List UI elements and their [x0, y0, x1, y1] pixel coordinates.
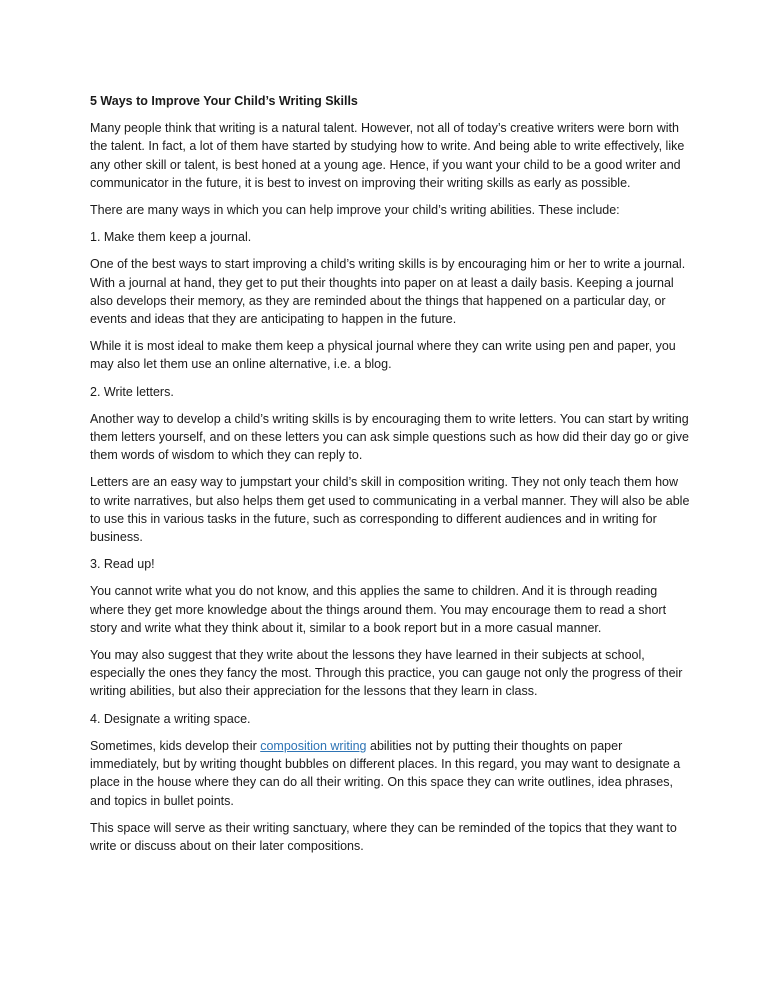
document-page [90, 92, 690, 864]
lead-in-paragraph: There are many ways in which you can help improve your child’s writing abilities. These include: [90, 203, 620, 218]
document-title: 5 Ways to Improve Your Child’s Writing Skills [90, 94, 358, 108]
paragraph: Another way to develop a child’s writing skills is by encouraging them to write letters. You can start by writing them letters yourself, and on these letters you can ask simple questions such as how did their day go or give them words of wisdom to which they can reply to. [90, 411, 689, 463]
paragraph: Letters are an easy way to jumpstart your child’s skill in composition writing. They not only teach them how to write narratives, but also helps them get used to communicating in a verbal manner. They will also be able to use this in various tasks in the future, such as corresponding to different audiences and in writing for business. [90, 475, 690, 545]
paragraph: You cannot write what you do not know, and this applies the same to children. And it is through reading where they get more knowledge about the things around them. You may encourage them to read a short story and write what they think about it, similar to a book report but in a more casual manner. [90, 584, 667, 635]
link-paragraph-before: Sometimes, kids develop their [90, 738, 261, 753]
section-heading-writing-space: 4. Designate a writing space. [90, 711, 251, 726]
paragraph: You may also suggest that they write about the lessons they have learned in their subjects at school, especially the ones they fancy the most. Through this practice, you can gauge not only the progress of their writing abilities, but also their appreciation for the lessons that they learn in class. [90, 648, 683, 699]
paragraph: While it is most ideal to make them keep a physical journal where they can write using pen and paper, you may also let them use an online alternative, i.e. a blog. [90, 339, 676, 372]
closing-paragraph: This space will serve as their writing sanctuary, where they can be reminded of the topics that they want to write or discuss about on their later compositions. [90, 820, 677, 853]
section-heading-journal: 1. Make them keep a journal. [90, 230, 252, 245]
section-heading-read-up: 3. Read up! [90, 557, 155, 572]
section-heading-letters: 2. Write letters. [90, 384, 174, 399]
paragraph-with-link [90, 737, 690, 810]
link-paragraph-after: abilities not by putting their thoughts on paper immediately, but by writing thought bubbles on different places. In this regard, you may want to designate a place in the house where they can do all their writing. On this space they can write outlines, idea phrases, and topics in bullet points. [90, 738, 681, 808]
paragraph: One of the best ways to start improving a child’s writing skills is by encouraging him or her to write a journal. With a journal at hand, they get to put their thoughts into paper on at least a daily basis. Keeping a journal also develops their memory, as they are reminded about the things that happened on a particular day, or events and ideas that they are anticipating to happen in the future. [90, 257, 686, 327]
composition-writing-link[interactable]: composition writing [260, 738, 367, 753]
intro-paragraph: Many people think that writing is a natural talent. However, not all of today’s creative writers were born with the talent. In fact, a lot of them have started by studying how to write. And being able to write effectively, like any other skill or talent, is best honed at a young age. Hence, if you want your child to be a good writer and communicator in the future, it is best to invest on improving their writing skills as early as possible. [90, 121, 685, 190]
